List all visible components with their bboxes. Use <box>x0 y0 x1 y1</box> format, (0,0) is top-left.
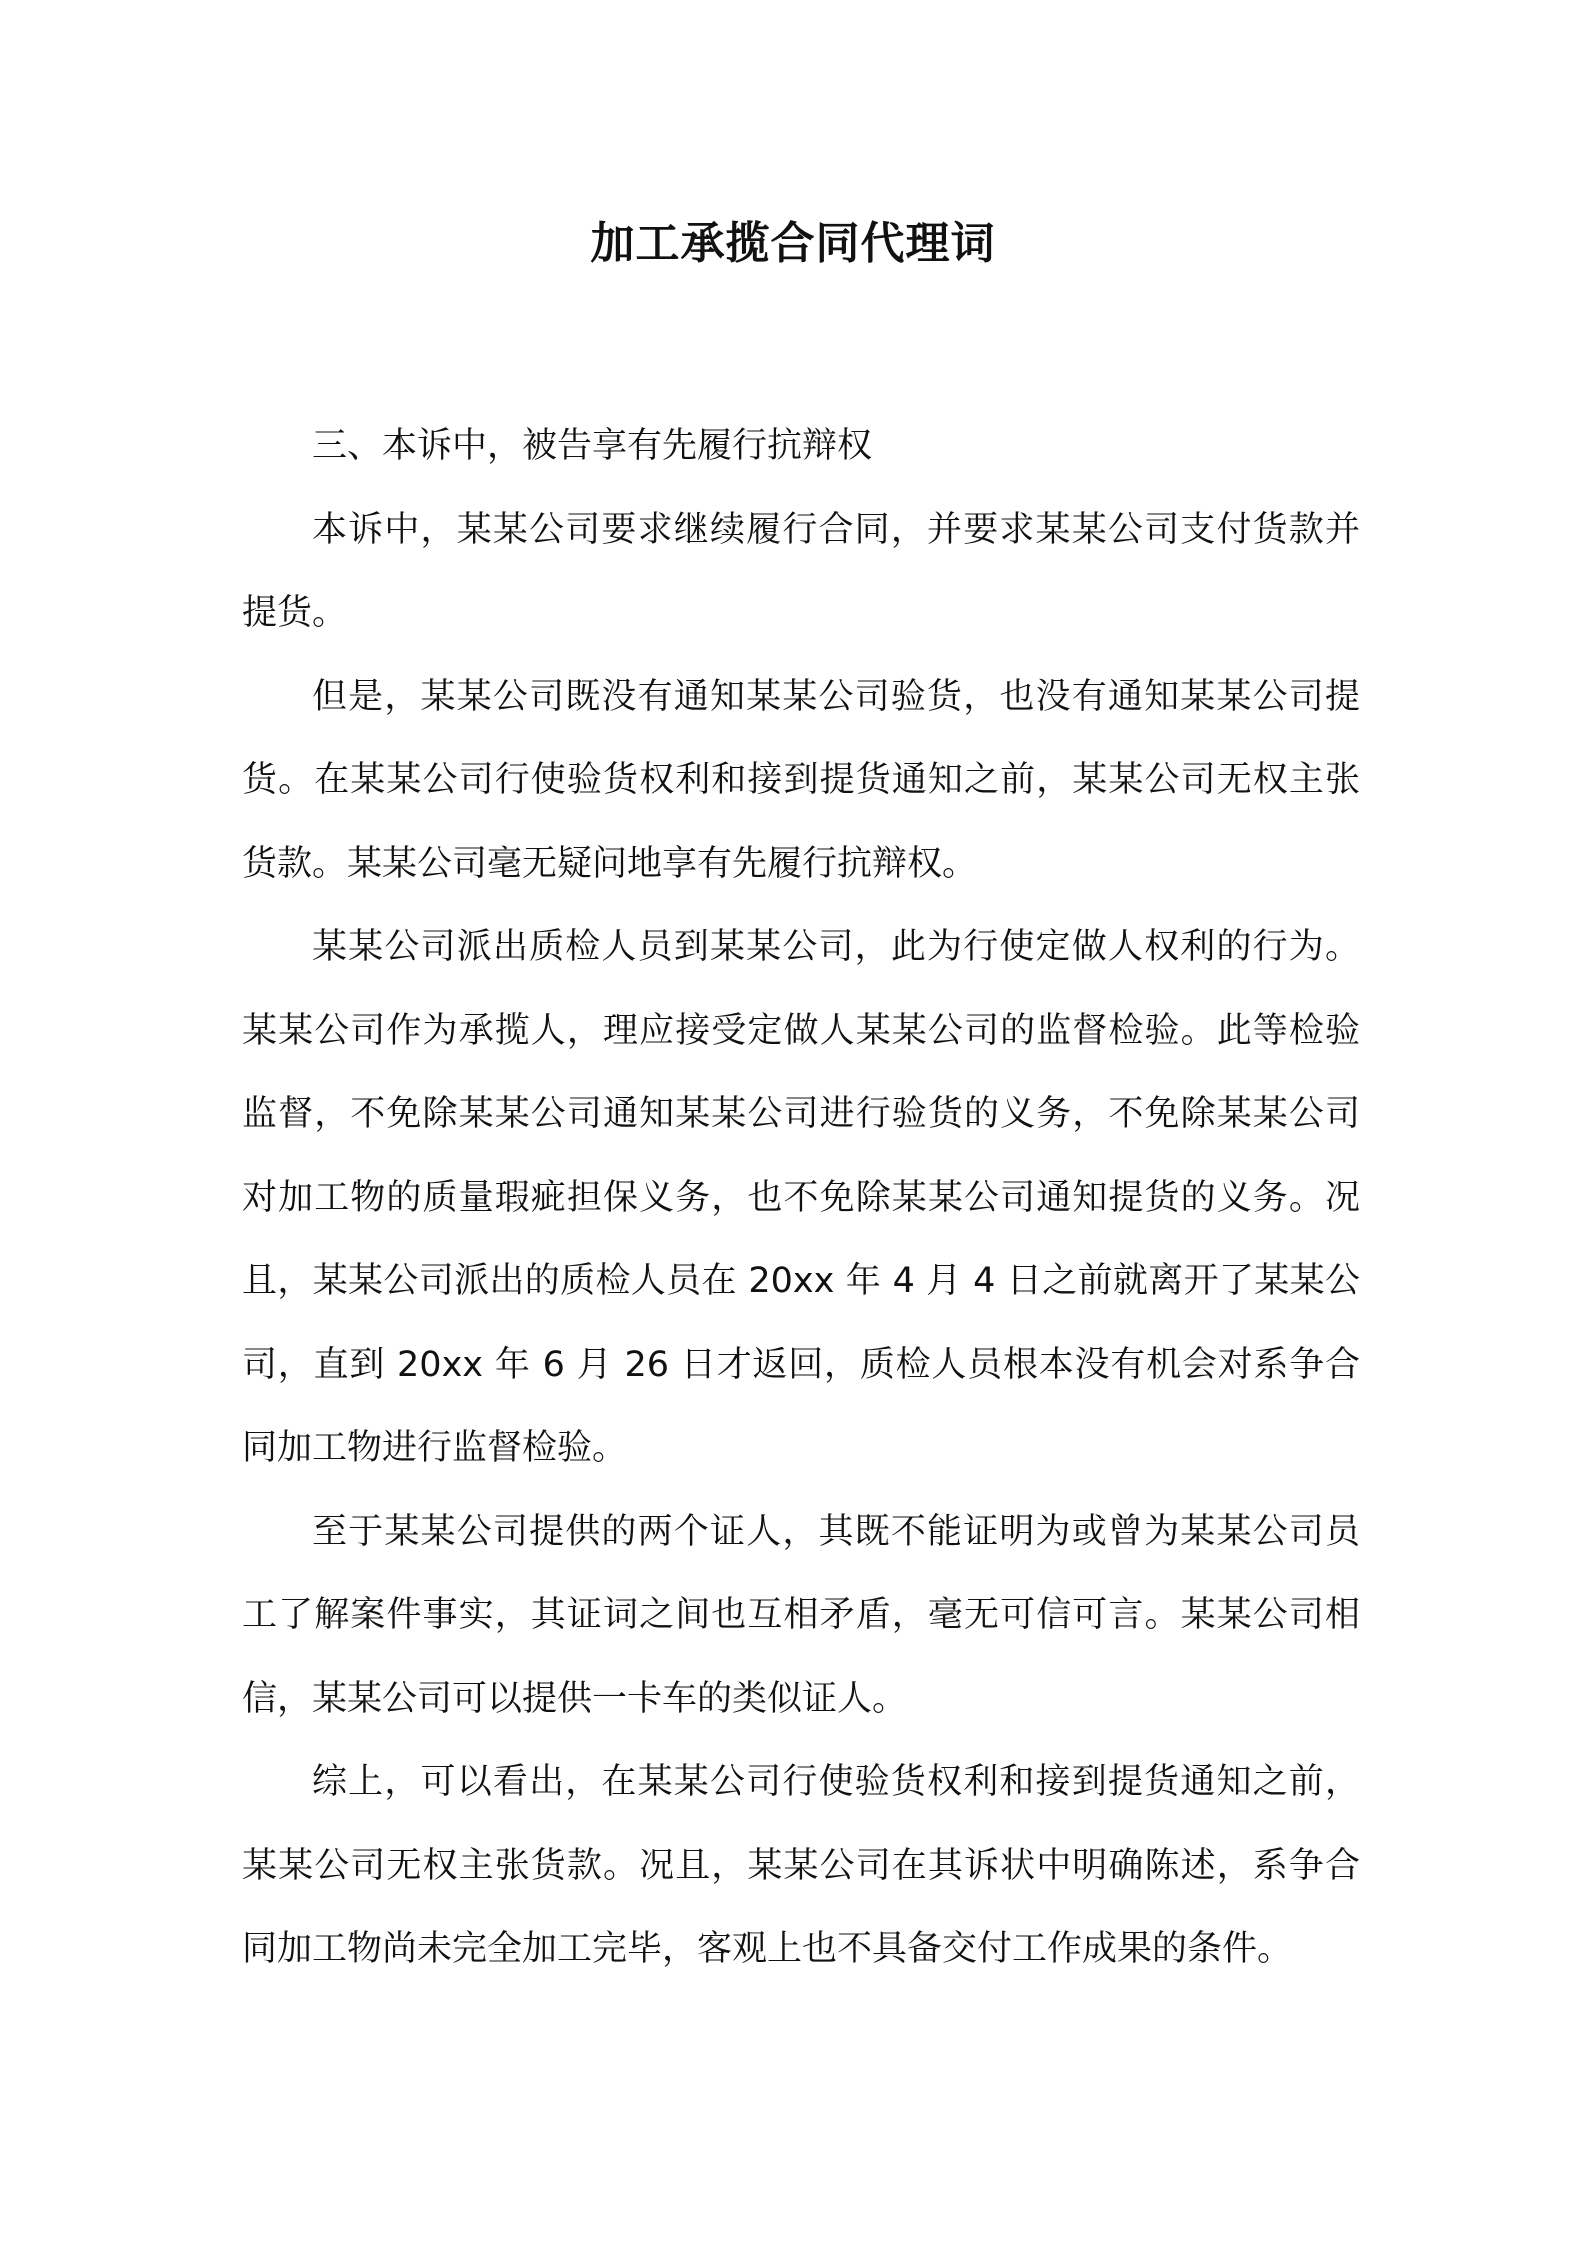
document-title: 加工承揽合同代理词 <box>590 218 996 269</box>
paragraph: 某某公司派出质检人员到某某公司，此为行使定做人权利的行为。某某公司作为承揽人，理应接受定做人某某公司的监督检验。此等检验监督，不免除某某公司通知某某公司进行验货的义务，不免除某某公司对加工物的质量瑕疵担保义务，也不免除某某公司通知提货的义务。况且，某某公司派出的质检人员在 20xx 年 4 月 4 日之前就离开了某某公司，直到 20xx 年 6 月 26 日才返回，质检人员根本没有机会对系争合同加工物进行监督检验。 <box>242 927 1360 1468</box>
paragraph: 综上，可以看出，在某某公司行使验货权利和接到提货通知之前，某某公司无权主张货款。况且，某某公司在其诉状中明确陈述，系争合同加工物尚未完全加工完毕，客观上也不具备交付工作成果的条件。 <box>242 1762 1360 1969</box>
paragraph: 本诉中，某某公司要求继续履行合同，并要求某某公司支付货款并提货。 <box>242 509 1360 633</box>
paragraph: 至于某某公司提供的两个证人，其既不能证明为或曾为某某公司员工了解案件事实，其证词之间也互相矛盾，毫无可信可言。某某公司相信，某某公司可以提供一卡车的类似证人。 <box>242 1511 1360 1719</box>
document-body <box>242 405 1360 1992</box>
section-heading: 三、本诉中，被告享有先履行抗辩权 <box>312 426 873 466</box>
paragraph: 但是，某某公司既没有通知某某公司验货，也没有通知某某公司提货。在某某公司行使验货权利和接到提货通知之前，某某公司无权主张货款。某某公司毫无疑问地享有先履行抗辩权。 <box>242 676 1360 884</box>
